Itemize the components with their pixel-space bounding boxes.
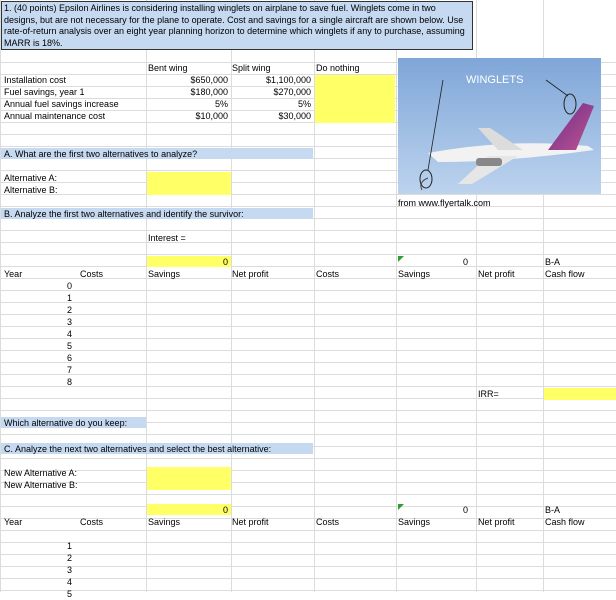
year-cell[interactable]: 3 — [66, 317, 72, 327]
costs-header[interactable]: Costs — [316, 269, 340, 279]
year-cell[interactable]: 2 — [66, 305, 72, 315]
new-alternative-b-label[interactable]: New Alternative B: — [4, 480, 78, 490]
section-b-question[interactable]: B. Analyze the first two alternatives and identify the survivor: — [4, 209, 244, 219]
header-do-nothing[interactable]: Do nothing — [316, 63, 360, 73]
section-c-question[interactable]: C. Analyze the next two alternatives and select the best alternative: — [4, 444, 272, 454]
year-cell[interactable]: 0 — [66, 281, 72, 291]
irr-label[interactable]: IRR= — [478, 389, 499, 399]
year-cell[interactable]: 2 — [66, 553, 72, 563]
zero-label: 0 — [222, 505, 228, 515]
split-wing-value[interactable]: $30,000 — [278, 111, 311, 121]
zero-label: 0 — [462, 257, 468, 267]
year-cell[interactable]: 5 — [66, 341, 72, 351]
irr-input[interactable] — [544, 388, 616, 400]
ba-header: B-A — [545, 505, 561, 515]
year-header[interactable]: Year — [4, 517, 23, 527]
costs-header[interactable]: Costs — [80, 269, 104, 279]
bent-wing-value[interactable]: $180,000 — [190, 87, 228, 97]
alternative-b-label[interactable]: Alternative B: — [4, 185, 58, 195]
costs-header[interactable]: Costs — [80, 517, 104, 527]
zero-label: 0 — [462, 505, 468, 515]
savings-header[interactable]: Savings — [398, 517, 431, 527]
cash-flow-header[interactable]: Cash flow — [545, 269, 585, 279]
net-profit-header[interactable]: Net profit — [478, 517, 515, 527]
year-cell[interactable]: 1 — [66, 293, 72, 303]
row-label[interactable]: Fuel savings, year 1 — [4, 87, 85, 97]
alternative-a-label[interactable]: Alternative A: — [4, 173, 58, 183]
year-cell[interactable]: 7 — [66, 365, 72, 375]
row-label[interactable]: Installation cost — [4, 75, 67, 85]
header-bent-wing[interactable]: Bent wing — [148, 63, 188, 73]
year-cell[interactable]: 5 — [66, 589, 72, 599]
year-cell[interactable]: 4 — [66, 329, 72, 339]
split-wing-value[interactable]: 5% — [297, 99, 311, 109]
split-wing-value[interactable]: $270,000 — [273, 87, 311, 97]
comment-marker — [398, 256, 404, 262]
year-cell[interactable]: 6 — [66, 353, 72, 363]
photo-caption: from www.flyertalk.com — [398, 198, 491, 208]
year-cell[interactable]: 1 — [66, 541, 72, 551]
cash-flow-header[interactable]: Cash flow — [545, 517, 585, 527]
bent-wing-value[interactable]: $650,000 — [190, 75, 228, 85]
zero-label: 0 — [222, 257, 228, 267]
bent-wing-value[interactable]: $10,000 — [195, 111, 228, 121]
year-cell[interactable]: 8 — [66, 377, 72, 387]
alternatives-input[interactable] — [147, 172, 231, 195]
net-profit-header[interactable]: Net profit — [478, 269, 515, 279]
winglets-label: WINGLETS — [466, 74, 524, 86]
problem-statement[interactable]: 1. (40 points) Epsilon Airlines is considering installing winglets on airplane to save fuel. Winglets come in two designs, but are not necessary for the plane to operate. Cost and savings for a single aircraft are shown below. Use rate-of-return analysis over an eight year planning horizon to determine which winglets if any to purchase, assuming MARR is 18%. — [1, 1, 473, 50]
do-nothing-input[interactable] — [315, 75, 395, 123]
header-split-wing[interactable]: Split wing — [232, 63, 271, 73]
row-label[interactable]: Annual maintenance cost — [4, 111, 106, 121]
year-cell[interactable]: 4 — [66, 577, 72, 587]
new-alternative-a-label[interactable]: New Alternative A: — [4, 468, 78, 478]
savings-header[interactable]: Savings — [148, 517, 181, 527]
net-profit-header[interactable]: Net profit — [232, 269, 269, 279]
section-a-question[interactable]: A. What are the first two alternatives to analyze? — [4, 149, 198, 159]
interest-label[interactable]: Interest = — [148, 233, 186, 243]
costs-header[interactable]: Costs — [316, 517, 340, 527]
new-alternatives-input[interactable] — [147, 467, 231, 490]
year-header[interactable]: Year — [4, 269, 23, 279]
savings-header[interactable]: Savings — [148, 269, 181, 279]
winglets-photo — [398, 58, 601, 194]
keep-question[interactable]: Which alternative do you keep: — [4, 418, 128, 428]
bent-wing-value[interactable]: 5% — [214, 99, 228, 109]
comment-marker — [398, 504, 404, 510]
year-cell[interactable]: 3 — [66, 565, 72, 575]
row-label[interactable]: Annual fuel savings increase — [4, 99, 119, 109]
ba-header: B-A — [545, 257, 561, 267]
net-profit-header[interactable]: Net profit — [232, 517, 269, 527]
savings-header[interactable]: Savings — [398, 269, 431, 279]
split-wing-value[interactable]: $1,100,000 — [265, 75, 311, 85]
